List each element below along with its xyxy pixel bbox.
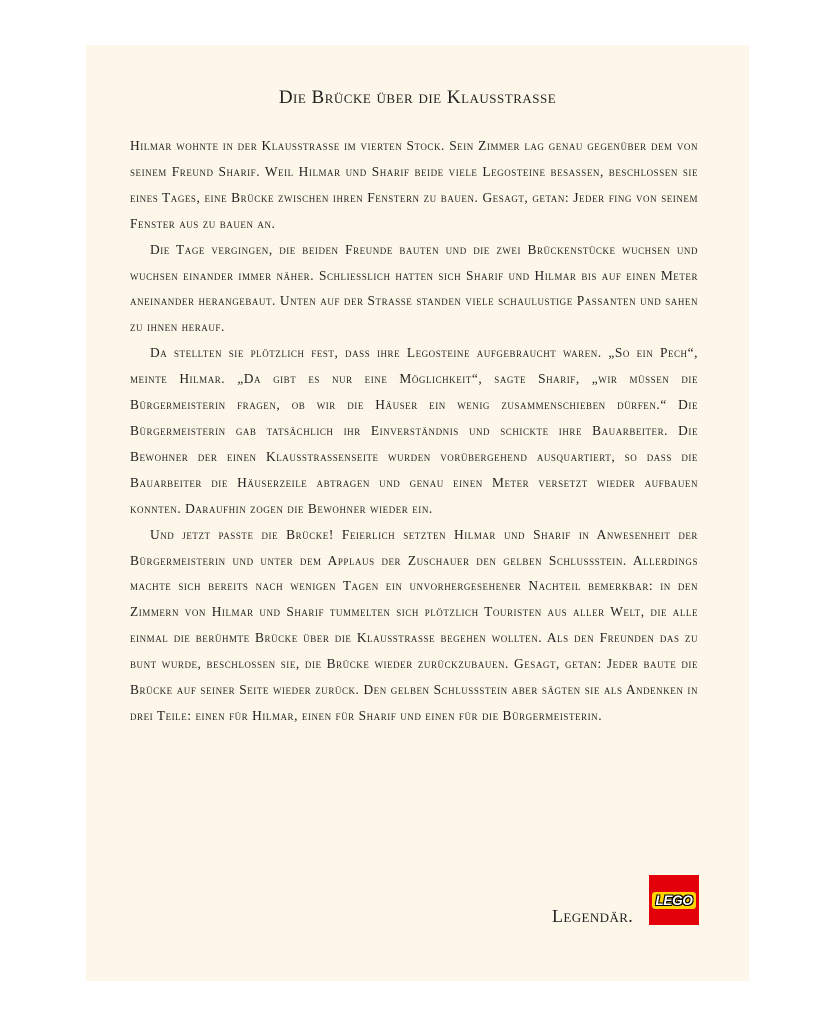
paragraph: Und jetzt passte die Brücke! Feierlich setzten Hilmar und Sharif in Anwesenheit der Bürgermeisterin und unter dem Applaus der Zuschauer den gelben Schlussstein. Allerdings machte sich bereits nach wenigen Tagen ein unvorhergesehener Nachteil bemerkbar: in den Zimmern von Hilmar und Sharif tummelten sich plötzlich Touristen aus aller Welt, die alle einmal die berühmte Brücke über die Klausstrasse begehen wollten. Als den Freunden das zu bunt wurde, beschlossen sie, die Brücke wieder zurückzubauen. Gesagt, getan: Jeder baute die Brücke auf seiner Seite wieder zurück. Den gelben Schlussstein aber sägten sie als Andenken in drei Teile: einen für Hilmar, einen für Sharif und einen für die Bürgermeisterin. <box>130 526 698 723</box>
paragraph: Die Tage vergingen, die beiden Freunde bauten und die zwei Brückenstücke wuchsen und wuchsen einander immer näher. Schliesslich hatten sich Sharif und Hilmar bis auf einen Meter aneinander herangebaut. Unten auf der Strasse standen viele schaulustige Passanten und sahen zu ihnen herauf. <box>130 241 698 335</box>
tagline: Legendär. <box>552 906 634 926</box>
lego-logo <box>649 875 699 925</box>
lego-logo-inner <box>652 878 696 922</box>
document-title: Die Brücke über die Klausstrasse <box>278 87 557 108</box>
document-page <box>86 45 749 981</box>
paragraph: Hilmar wohnte in der Klausstrasse im vierten Stock. Sein Zimmer lag genau gegenüber dem von seinem Freund Sharif. Weil Hilmar und Sharif beide viele Legosteine besassen, beschlossen sie eines Tages, eine Brücke zwischen ihren Fenstern zu bauen. Gesagt, getan: Jeder fing von seinem Fenster aus zu bauen an. <box>130 138 698 231</box>
lego-logo-text: LEGO <box>652 892 695 909</box>
document-body <box>130 133 698 729</box>
paragraph: Da stellten sie plötzlich fest, dass ihre Legosteine aufgebraucht waren. „So ein Pech“, meinte Hilmar. „Da gibt es nur eine Möglichkeit“, sagte Sharif, „wir müssen die Bürgermeisterin fragen, ob wir die Häuser ein wenig zusammenschieben dürfen.“ Die Bürgermeisterin gab tatsächlich ihr Einverständnis und schickte ihre Bauarbeiter. Die Bewohner der einen Klausstrassenseite wurden vorübergehend ausquartiert, so dass die Bauarbeiter die Häuserzeile abtragen und genau einen Meter versetzt wieder aufbauen konnten. Daraufhin zogen die Bewohner wieder ein. <box>130 345 698 516</box>
